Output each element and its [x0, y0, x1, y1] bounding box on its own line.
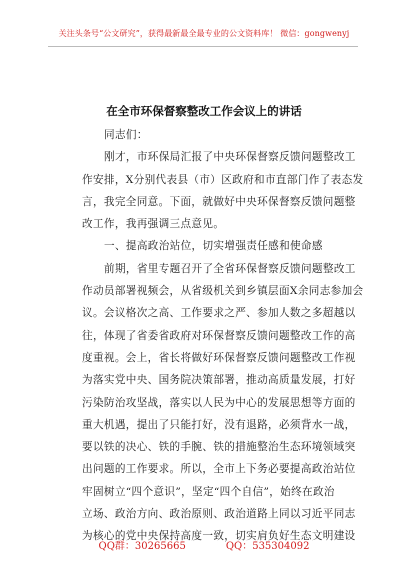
- body-line: 刚才，市环保局汇报了中央环保督察反馈问题整改工: [104, 151, 356, 164]
- body-line: 要以铁的决心、铁的手腕、铁的措施整治生态环境领域突: [82, 441, 356, 454]
- body-line: 往，体现了省委省政府对环保督察反馈问题整改工作的高: [82, 329, 356, 342]
- body-line: 同志们：: [104, 129, 148, 141]
- body-line: 重大机遇，提出了只能打好，没有退路，必须背水一战，: [82, 418, 356, 431]
- body-line: 污染防治攻坚战，落实以人民为中心的发展思想等方面的: [82, 396, 356, 409]
- promo-banner: 关注头条号“公文研究”，获得最新最全最专业的公文资料库！ 微信：gongwenyj: [58, 29, 350, 38]
- body-line: 改工作，我再强调三点意见。: [82, 218, 225, 231]
- qq-contact-text: QQ：535304092: [225, 541, 310, 552]
- body-line: 一、提高政治站位，切实增强责任感和使命感: [104, 240, 323, 253]
- speech-body: [82, 124, 364, 548]
- body-line: 立场、政治方向、政治原则、政治道路上同以习近平同志: [82, 508, 356, 521]
- body-line: 度重视。会上，省长将做好环保督察反馈问题整改工作视: [82, 351, 356, 364]
- body-line: 言，我完全同意。下面，就做好中央环保督察反馈问题整: [82, 195, 356, 208]
- body-line: 为核心的党中央保持高度一致，切实肩负好生态文明建设: [82, 530, 356, 543]
- document-title: 在全市环保督察整改工作会议上的讲话: [106, 104, 302, 118]
- body-line: 作安排，X分别代表县（市）区政府和市直部门作了表态发: [82, 173, 364, 186]
- body-line: 作动员部署视频会，从省级机关到乡镇层面X余同志参加会: [82, 285, 364, 298]
- body-line: 出问题的工作要求。所以，全市上下务必要提高政治站位: [82, 463, 356, 476]
- footer-contacts: [0, 537, 408, 552]
- body-line: 议。会议格次之高、工作要求之严、参加人数之多超越以: [82, 307, 356, 320]
- header-divider: [48, 46, 358, 47]
- body-line: 为落实党中央、国务院决策部署，推动高质量发展，打好: [82, 374, 356, 387]
- body-line: 前期，省里专题召开了全省环保督察反馈问题整改工: [104, 262, 356, 275]
- qq-group-text: QQ群：30265665: [98, 541, 186, 552]
- body-line: 牢固树立“四个意识”，坚定“四个自信”，始终在政治: [82, 485, 335, 498]
